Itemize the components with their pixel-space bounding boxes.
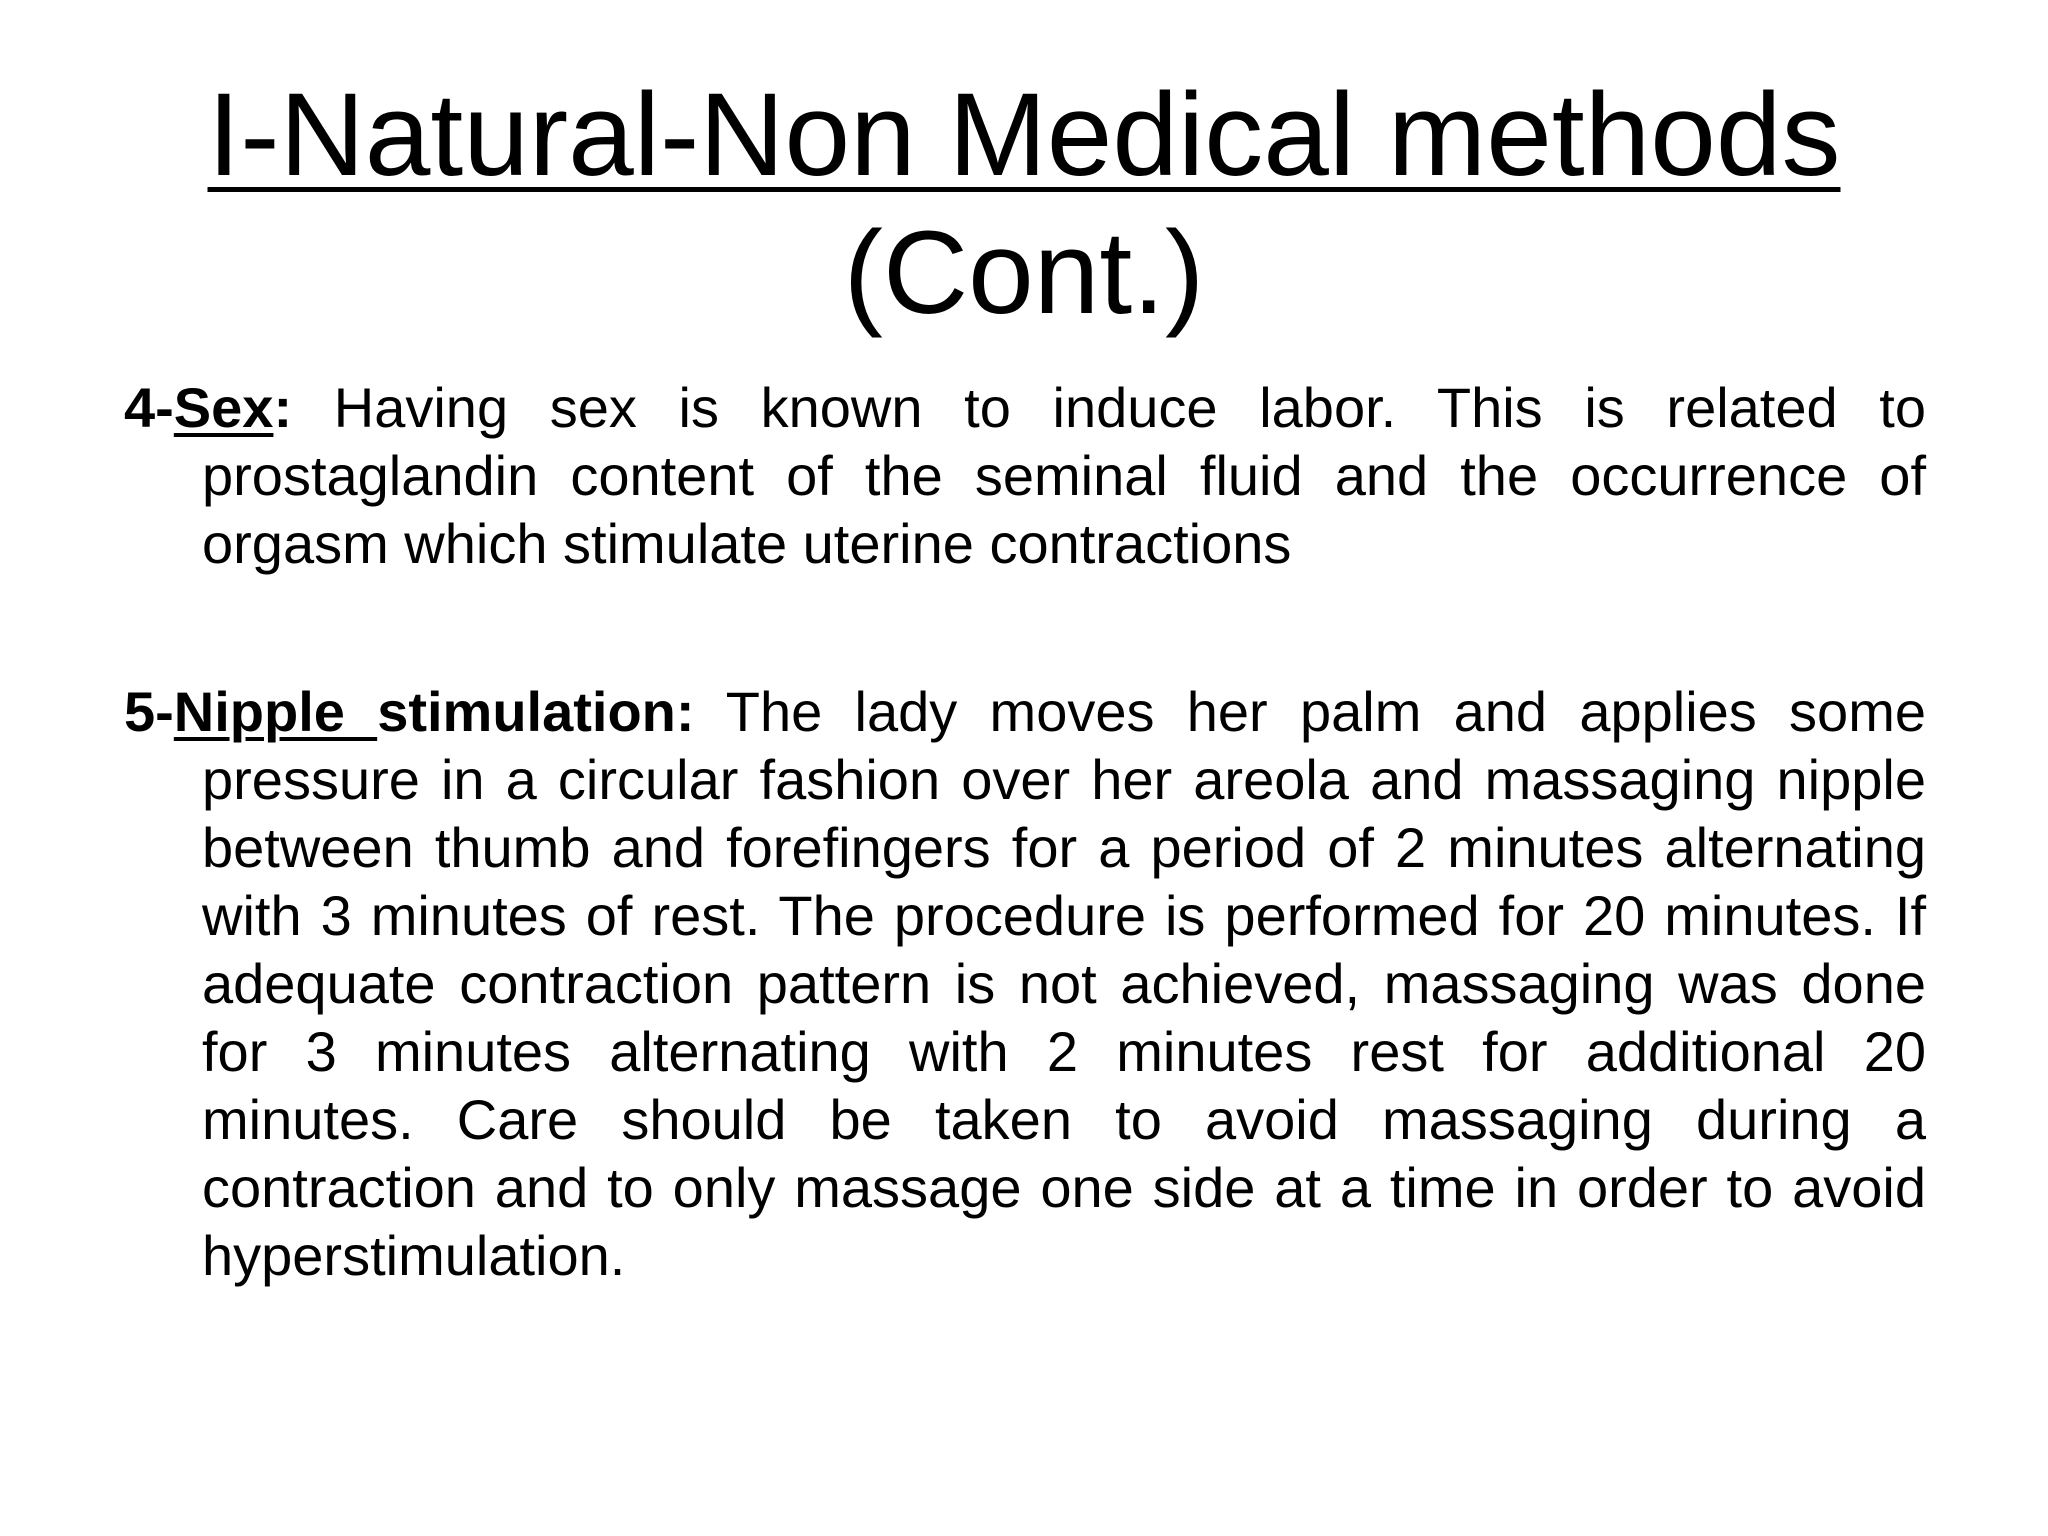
item-keyword: Sex xyxy=(173,376,274,439)
item-colon: : xyxy=(675,680,695,743)
item-text: Having sex is known to induce labor. This is related to prostaglandin content of the seminal fluid and the occurrence of orgasm which stimulate uterine contractions xyxy=(202,376,1927,575)
item-text: The lady moves her palm and applies some pressure in a circular fashion over her areola and massaging nipple between thumb and forefingers for a period of 2 minutes alternating with 3 minutes of rest. The procedure is performed for 20 minutes. If adequate contraction pattern is not achieved, massaging was done for 3 minutes alternating with 2 minutes rest for additional 20 minutes. Care should be taken to avoid massaging during a contraction and to only massage one side at a time in order to avoid hyperstimulation. xyxy=(202,680,1926,1287)
list-item-paragraph xyxy=(124,374,1926,578)
item-keyword: Nipple xyxy=(173,680,378,743)
slide-title xyxy=(0,66,2048,342)
title-main: I-Natural-Non Medical methods xyxy=(207,69,1841,201)
list-item-sex xyxy=(124,374,1926,578)
item-colon: : xyxy=(273,376,293,439)
list-item-nipple-stimulation xyxy=(124,678,1926,1290)
item-keyword-rest: stimulation xyxy=(377,680,676,743)
list-item-paragraph xyxy=(124,678,1926,1290)
item-number: 5- xyxy=(124,680,174,743)
title-continuation: (Cont.) xyxy=(843,207,1205,339)
item-number: 4- xyxy=(124,376,174,439)
